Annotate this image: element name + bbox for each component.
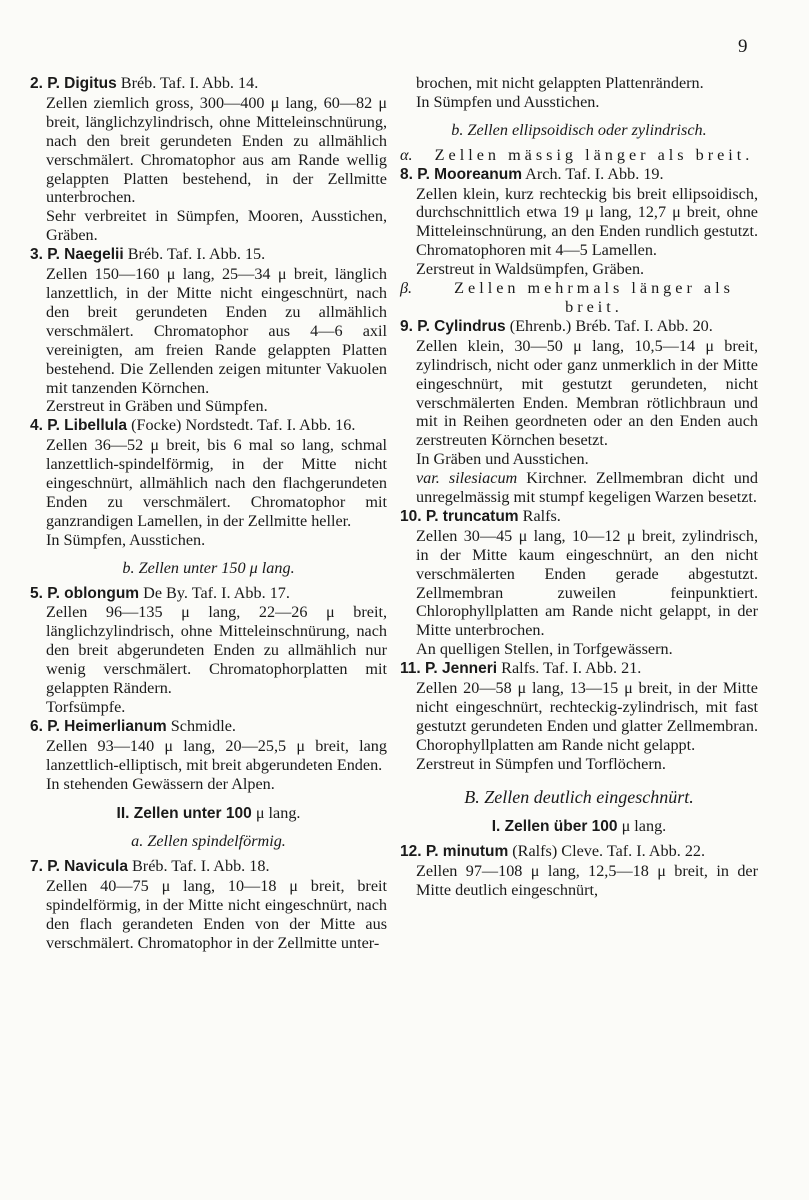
subgroup-letter: α. xyxy=(400,145,413,164)
species-name: I. Zellen über 100 xyxy=(491,817,618,835)
subsection-heading: b. Zellen ellipsoidisch oder zylindrisch. xyxy=(451,120,707,139)
species-entry xyxy=(30,416,387,436)
left-column xyxy=(30,74,387,953)
description-text: In Sümpfen, Ausstichen. xyxy=(46,530,206,549)
description-text: Zellen 97—108 μ lang, 12,5—18 μ breit, in der Mitte deutlich eingeschnürt, xyxy=(416,862,758,900)
entry-citation: (Focke) Nordstedt. Taf. I. Abb. 16. xyxy=(127,416,356,435)
right-column xyxy=(400,74,758,900)
entry-citation: Arch. Taf. I. Abb. 19. xyxy=(522,164,664,183)
species-entry xyxy=(400,165,758,185)
entry-citation: Bréb. Taf. I. Abb. 14. xyxy=(116,74,259,92)
description-text: Zellen 40—75 μ lang, 10—18 μ breit, breit spindelförmig, in der Mitte nicht eingeschnürt, nach den flach gerandeten Enden von der Mitte aus verschmälert. Chromatophor in der Zellmitte unter- xyxy=(46,877,387,952)
entry-citation: Kirchner. Zellmembran dicht und unregelmässig mit stumpf kegeligen Warzen besetzt. xyxy=(416,469,758,507)
entry-citation: De By. Taf. I. Abb. 17. xyxy=(139,583,290,602)
species-entry xyxy=(30,245,387,265)
description-text: Zellen 93—140 μ lang, 20—25,5 μ breit, lang lanzettlich-elliptisch, mit breit abgerundeten Enden. xyxy=(46,736,387,774)
description-text: Torfsümpfe. xyxy=(46,698,126,716)
description-text: Sehr verbreitet in Sümpfen, Mooren, Ausstichen, Gräben. xyxy=(46,207,387,245)
entry-citation: Bréb. Taf. I. Abb. 18. xyxy=(127,857,270,876)
species-entry xyxy=(400,842,758,862)
species-entry xyxy=(400,469,758,507)
species-name: 12. P. minutum xyxy=(400,843,509,861)
variety-name: var. silesiacum xyxy=(416,469,518,488)
page-number: 9 xyxy=(738,36,748,57)
entry-citation: (Ralfs) Cleve. Taf. I. Abb. 22. xyxy=(508,842,706,861)
description-text: Zellen klein, kurz rechteckig bis breit ellipsoidisch, durchschnittlich etwa 19 μ lang, 12,7 μ breit, ohne Mitteleinschnürung, an den Enden rundlich gestutzt. Chromatophoren mit 4—5 Lamellen. xyxy=(416,184,758,260)
description-text: Zerstreut in Waldsümpfen, Gräben. xyxy=(416,260,645,279)
species-name: 10. P. truncatum xyxy=(400,507,519,525)
species-entry xyxy=(400,659,758,679)
species-name: 8. P. Mooreanum xyxy=(400,165,523,183)
description-text: In Sümpfen und Ausstichen. xyxy=(416,92,600,111)
species-entry xyxy=(400,507,758,527)
subsection-heading: b. Zellen unter 150 μ lang. xyxy=(122,558,295,577)
species-entry xyxy=(30,74,387,94)
entry-citation: μ lang. xyxy=(617,816,667,835)
subgroup-letter: β. xyxy=(400,279,413,298)
entry-citation: Schmidle. xyxy=(166,716,236,735)
description-text: Zellen klein, 30—50 μ lang, 10,5—14 μ breit, zylindrisch, nicht oder ganz unmerklich in der Mitte eingeschnürt, mit gestutzt gerundeten, nicht verschmälerten Enden. Membran rötlichbraun und mit in Reihen geordneten oder an den Enden auch zerstreuten Körnchen besetzt. xyxy=(416,336,758,450)
entry-citation: μ lang. xyxy=(251,803,301,822)
subgroup-heading xyxy=(400,146,758,165)
description-text: An quelligen Stellen, in Torfgewässern. xyxy=(416,640,673,659)
description-text: Zellen 20—58 μ lang, 13—15 μ breit, in der Mitte nicht eingeschnürt, rechteckig-zylindrisch, mit fast gestutzt gerundeten Enden und glatter Zellmembran. Chorophyllplatten am Rande nicht gelappt. xyxy=(416,679,758,754)
species-entry xyxy=(400,317,758,337)
description-text: Zerstreut in Sümpfen und Torflöchern. xyxy=(416,754,666,773)
description-text: In Gräben und Ausstichen. xyxy=(416,450,589,469)
species-name: 4. P. Libellula xyxy=(30,417,128,435)
description-text: brochen, mit nicht gelappten Plattenrändern. xyxy=(416,74,704,92)
species-entry xyxy=(30,717,387,737)
entry-citation: Ralfs. Taf. I. Abb. 21. xyxy=(497,659,642,678)
description-text: Zerstreut in Gräben und Sümpfen. xyxy=(46,397,268,416)
section-heading: B. Zellen deutlich eingeschnürt. xyxy=(464,786,694,807)
species-entry xyxy=(30,584,387,604)
species-name: II. Zellen unter 100 xyxy=(116,804,252,822)
section-heading xyxy=(400,817,758,837)
description-text: Zellen ziemlich gross, 300—400 μ lang, 60—82 μ breit, länglichzylindrisch, ohne Mitteleinschnürung, nach den breit gerundeten Enden zu allmählich verschmälert. Chromatophor aus am Rande wellig gelappten Platten bestehend, in der Zellmitte unterbrochen. xyxy=(46,93,387,207)
entry-citation: Ralfs. xyxy=(518,506,561,525)
species-name: 6. P. Heimerlianum xyxy=(30,717,167,735)
species-name: 3. P. Naegelii xyxy=(30,246,124,264)
species-name: 2. P. Digitus xyxy=(30,75,117,92)
description-text: Zellen 150—160 μ lang, 25—34 μ breit, länglich lanzettlich, in der Mitte nicht eingeschnürt, nach den breit gerundeten Enden zu allmählich verschmälert. Chromatophor aus 4—6 axil vereinigten, am freien Rande gelappten Platten bestehend. Die Zellenden zeigen mitunter Vakuolen mit tanzenden Körnchen. xyxy=(46,265,387,397)
section-heading xyxy=(30,804,387,824)
species-name: 5. P. oblongum xyxy=(30,584,140,602)
subgroup-text: Zellen mehrmals länger als breit. xyxy=(454,279,734,316)
species-entry xyxy=(30,857,387,877)
description-text: In stehenden Gewässern der Alpen. xyxy=(46,774,275,793)
subgroup-heading xyxy=(400,279,758,317)
entry-citation: (Ehrenb.) Bréb. Taf. I. Abb. 20. xyxy=(505,316,713,335)
subsection-heading: a. Zellen spindelförmig. xyxy=(131,832,286,851)
entry-citation: Bréb. Taf. I. Abb. 15. xyxy=(123,245,266,264)
description-text: Zellen 36—52 μ breit, bis 6 mal so lang, schmal lanzettlich-spindelförmig, in der Mitte nicht eingeschnürt, allmählich nach den flachgerundeten Enden zu verschmälert. Chromatophor mit ganzrandigen Lamellen, in der Zellmitte heller. xyxy=(46,436,387,530)
description-text: Zellen 96—135 μ lang, 22—26 μ breit, länglichzylindrisch, ohne Mitteleinschnürung, nach den breit abgerundeten Enden zu allmählich nur wenig verschmälert. Chromatophorplatten mit gelappten Rändern. xyxy=(46,603,387,698)
species-name: 11. P. Jenneri xyxy=(400,660,498,678)
species-name: 9. P. Cylindrus xyxy=(400,317,506,335)
subgroup-text: Zellen mässig länger als breit. xyxy=(434,145,754,164)
species-name: 7. P. Navicula xyxy=(30,858,128,876)
description-text: Zellen 30—45 μ lang, 10—12 μ breit, zylindrisch, in der Mitte kaum eingeschnürt, an den nicht verschmälerten Enden gerade abgestutzt. Zellmembran zuweilen feinpunktiert. Chlorophyllplatten am Rande nicht gelappt, in der Mitte unterbrochen. xyxy=(416,526,758,640)
